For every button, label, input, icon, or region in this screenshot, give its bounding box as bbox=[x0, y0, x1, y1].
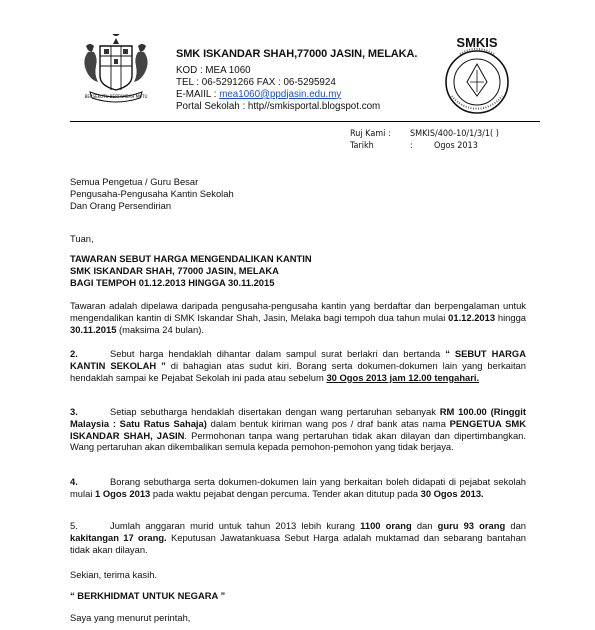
paragraph-number: 3. bbox=[70, 406, 78, 417]
paragraph-number: 4. bbox=[70, 476, 78, 487]
staff-count: kakitangan 17 orang. bbox=[70, 531, 167, 543]
email-line bbox=[176, 89, 426, 101]
email-label: E-MAIIL : bbox=[176, 88, 220, 100]
paragraph-3 bbox=[70, 406, 526, 453]
paragraph-text: . Permohonan tanpa wang pertaruhan tidak akan dilayan dan dipertimbangkan. Wang pertaruhan akan dikembalikan semula kepada pemohon-pemohon yang tidak berjaya. bbox=[70, 429, 526, 453]
portal-line: Portal Sekolah : http//smkisportal.blogspot.com bbox=[176, 100, 381, 112]
end-date: 30.11.2015 bbox=[70, 323, 117, 335]
deposit-amount: RM 100.00 (Ringgit Malaysia : Satu Ratus Sahaja) bbox=[70, 406, 526, 429]
school-logo bbox=[430, 30, 524, 118]
paragraph-number: 2. bbox=[70, 348, 78, 359]
tarikh-colon: : bbox=[410, 141, 413, 151]
recipient-line: Pengusaha-Pengusaha Kantin Sekolah bbox=[70, 187, 234, 199]
letterhead-block bbox=[176, 48, 426, 113]
salutation: Tuan, bbox=[70, 233, 94, 244]
teacher-count: guru 93 orang bbox=[437, 520, 506, 531]
ruj-value: SMKIS/400-10/1/3/1( ) bbox=[410, 129, 499, 139]
payee-name: PENGETUA SMK ISKANDAR SHAH, JASIN bbox=[70, 417, 526, 441]
paragraph-text: Keputusan Jawatankuasa Sebut Harga adalah muktamad dan sebarang bantahan tidak akan dilayan. bbox=[70, 531, 526, 555]
recipient-line: Semua Pengetua / Guru Besar bbox=[70, 176, 199, 187]
closing-line: Sekian, terima kasih. bbox=[70, 569, 158, 580]
paragraph-text: di bahagian atas sudut kiri. Borang serta dokumen-dokumen lain yang berkaitan hendaklah sampai ke Pejabat Sekolah ini pada atau sebelum bbox=[70, 359, 526, 383]
ruj-label: Ruj Kami : bbox=[350, 129, 391, 139]
paragraph-text: Jumlah anggaran murid untuk tahun 2013 lebih kurang bbox=[110, 520, 361, 531]
subject-line: SMK ISKANDAR SHAH, 77000 JASIN, MELAKA bbox=[70, 264, 279, 276]
paragraph-text: Sebut harga hendaklah dihantar dalam sampul surat berlakri dan bertanda bbox=[110, 348, 446, 359]
intro-text: Tawaran adalah dipelawa daripada pengusaha-pengusaha kantin yang berdaftar dan berpengalaman untuk mengendalikan kantin di SMK Iskandar Shah, Jasin, Melaka bagi tempoh dua tahun mulai bbox=[70, 300, 526, 323]
school-name: SMK ISKANDAR SHAH,77000 JASIN, MELAKA. bbox=[176, 48, 418, 60]
paragraph-number: 5. bbox=[70, 520, 78, 531]
paragraph-text: dan bbox=[411, 520, 438, 531]
paragraph-text: dalam bentuk kiriman wang pos / draf bank atas nama bbox=[206, 417, 450, 429]
reference-block bbox=[350, 128, 550, 152]
intro-paragraph bbox=[70, 300, 526, 335]
paragraph-text: Borang sebutharga serta dokumen-dokumen lain yang berkaitan boleh didapati di pejabat sekolah mulai bbox=[70, 476, 526, 499]
deadline: 30 Ogos 2013 jam 12.00 tengahari. bbox=[326, 371, 480, 383]
school-code: KOD : MEA 1060 bbox=[176, 64, 251, 76]
paragraph-5 bbox=[70, 520, 526, 555]
intro-text: hingga bbox=[495, 311, 527, 323]
subject-block bbox=[70, 253, 526, 288]
subject-line: BAGI TEMPOH 01.12.2013 HINGGA 30.11.2015 bbox=[70, 276, 275, 288]
availability-date: 1 Ogos 2013 bbox=[95, 487, 151, 499]
paragraph-2 bbox=[70, 348, 526, 383]
motto-line: “ BERKHIDMAT UNTUK NEGARA ” bbox=[70, 590, 226, 601]
recipient-line: Dan Orang Persendirian bbox=[70, 199, 172, 211]
envelope-label: “ SEBUT HARGA KANTIN SEKOLAH ” bbox=[70, 348, 526, 371]
paragraph-text: Setiap sebutharga hendaklah disertakan dengan wang pertaruhan sebanyak bbox=[110, 406, 440, 417]
phone-fax: TEL : 06-5291266 FAX : 06-5295924 bbox=[176, 76, 336, 88]
tarikh-value: Ogos 2013 bbox=[434, 141, 478, 151]
student-count: 1100 orang bbox=[360, 520, 412, 531]
recipient-block bbox=[70, 176, 526, 211]
letterhead-divider bbox=[70, 121, 540, 122]
start-date: 01.12.2013 bbox=[448, 311, 496, 323]
tarikh-label: Tarikh bbox=[350, 141, 374, 151]
paragraph-4 bbox=[70, 476, 526, 500]
paragraph-text: dan bbox=[505, 520, 527, 531]
malaysia-crest-emblem bbox=[78, 34, 154, 108]
signoff-line: Saya yang menurut perintah, bbox=[70, 612, 191, 623]
logo-text: SMKIS bbox=[456, 35, 498, 50]
subject-line: TAWARAN SEBUT HARGA MENGENDALIKAN KANTIN bbox=[70, 253, 312, 264]
closing-date: 30 Ogos 2013. bbox=[420, 487, 484, 499]
intro-text: (maksima 24 bulan). bbox=[116, 323, 204, 335]
email-link[interactable]: mea1060@ppdjasin.edu.my bbox=[219, 88, 342, 100]
crest-motto-text: BERSEKUTU BERTAMBAH MUTU bbox=[84, 94, 148, 99]
paragraph-text: pada waktu pejabat dengan percuma. Tender akan ditutup pada bbox=[150, 487, 421, 499]
